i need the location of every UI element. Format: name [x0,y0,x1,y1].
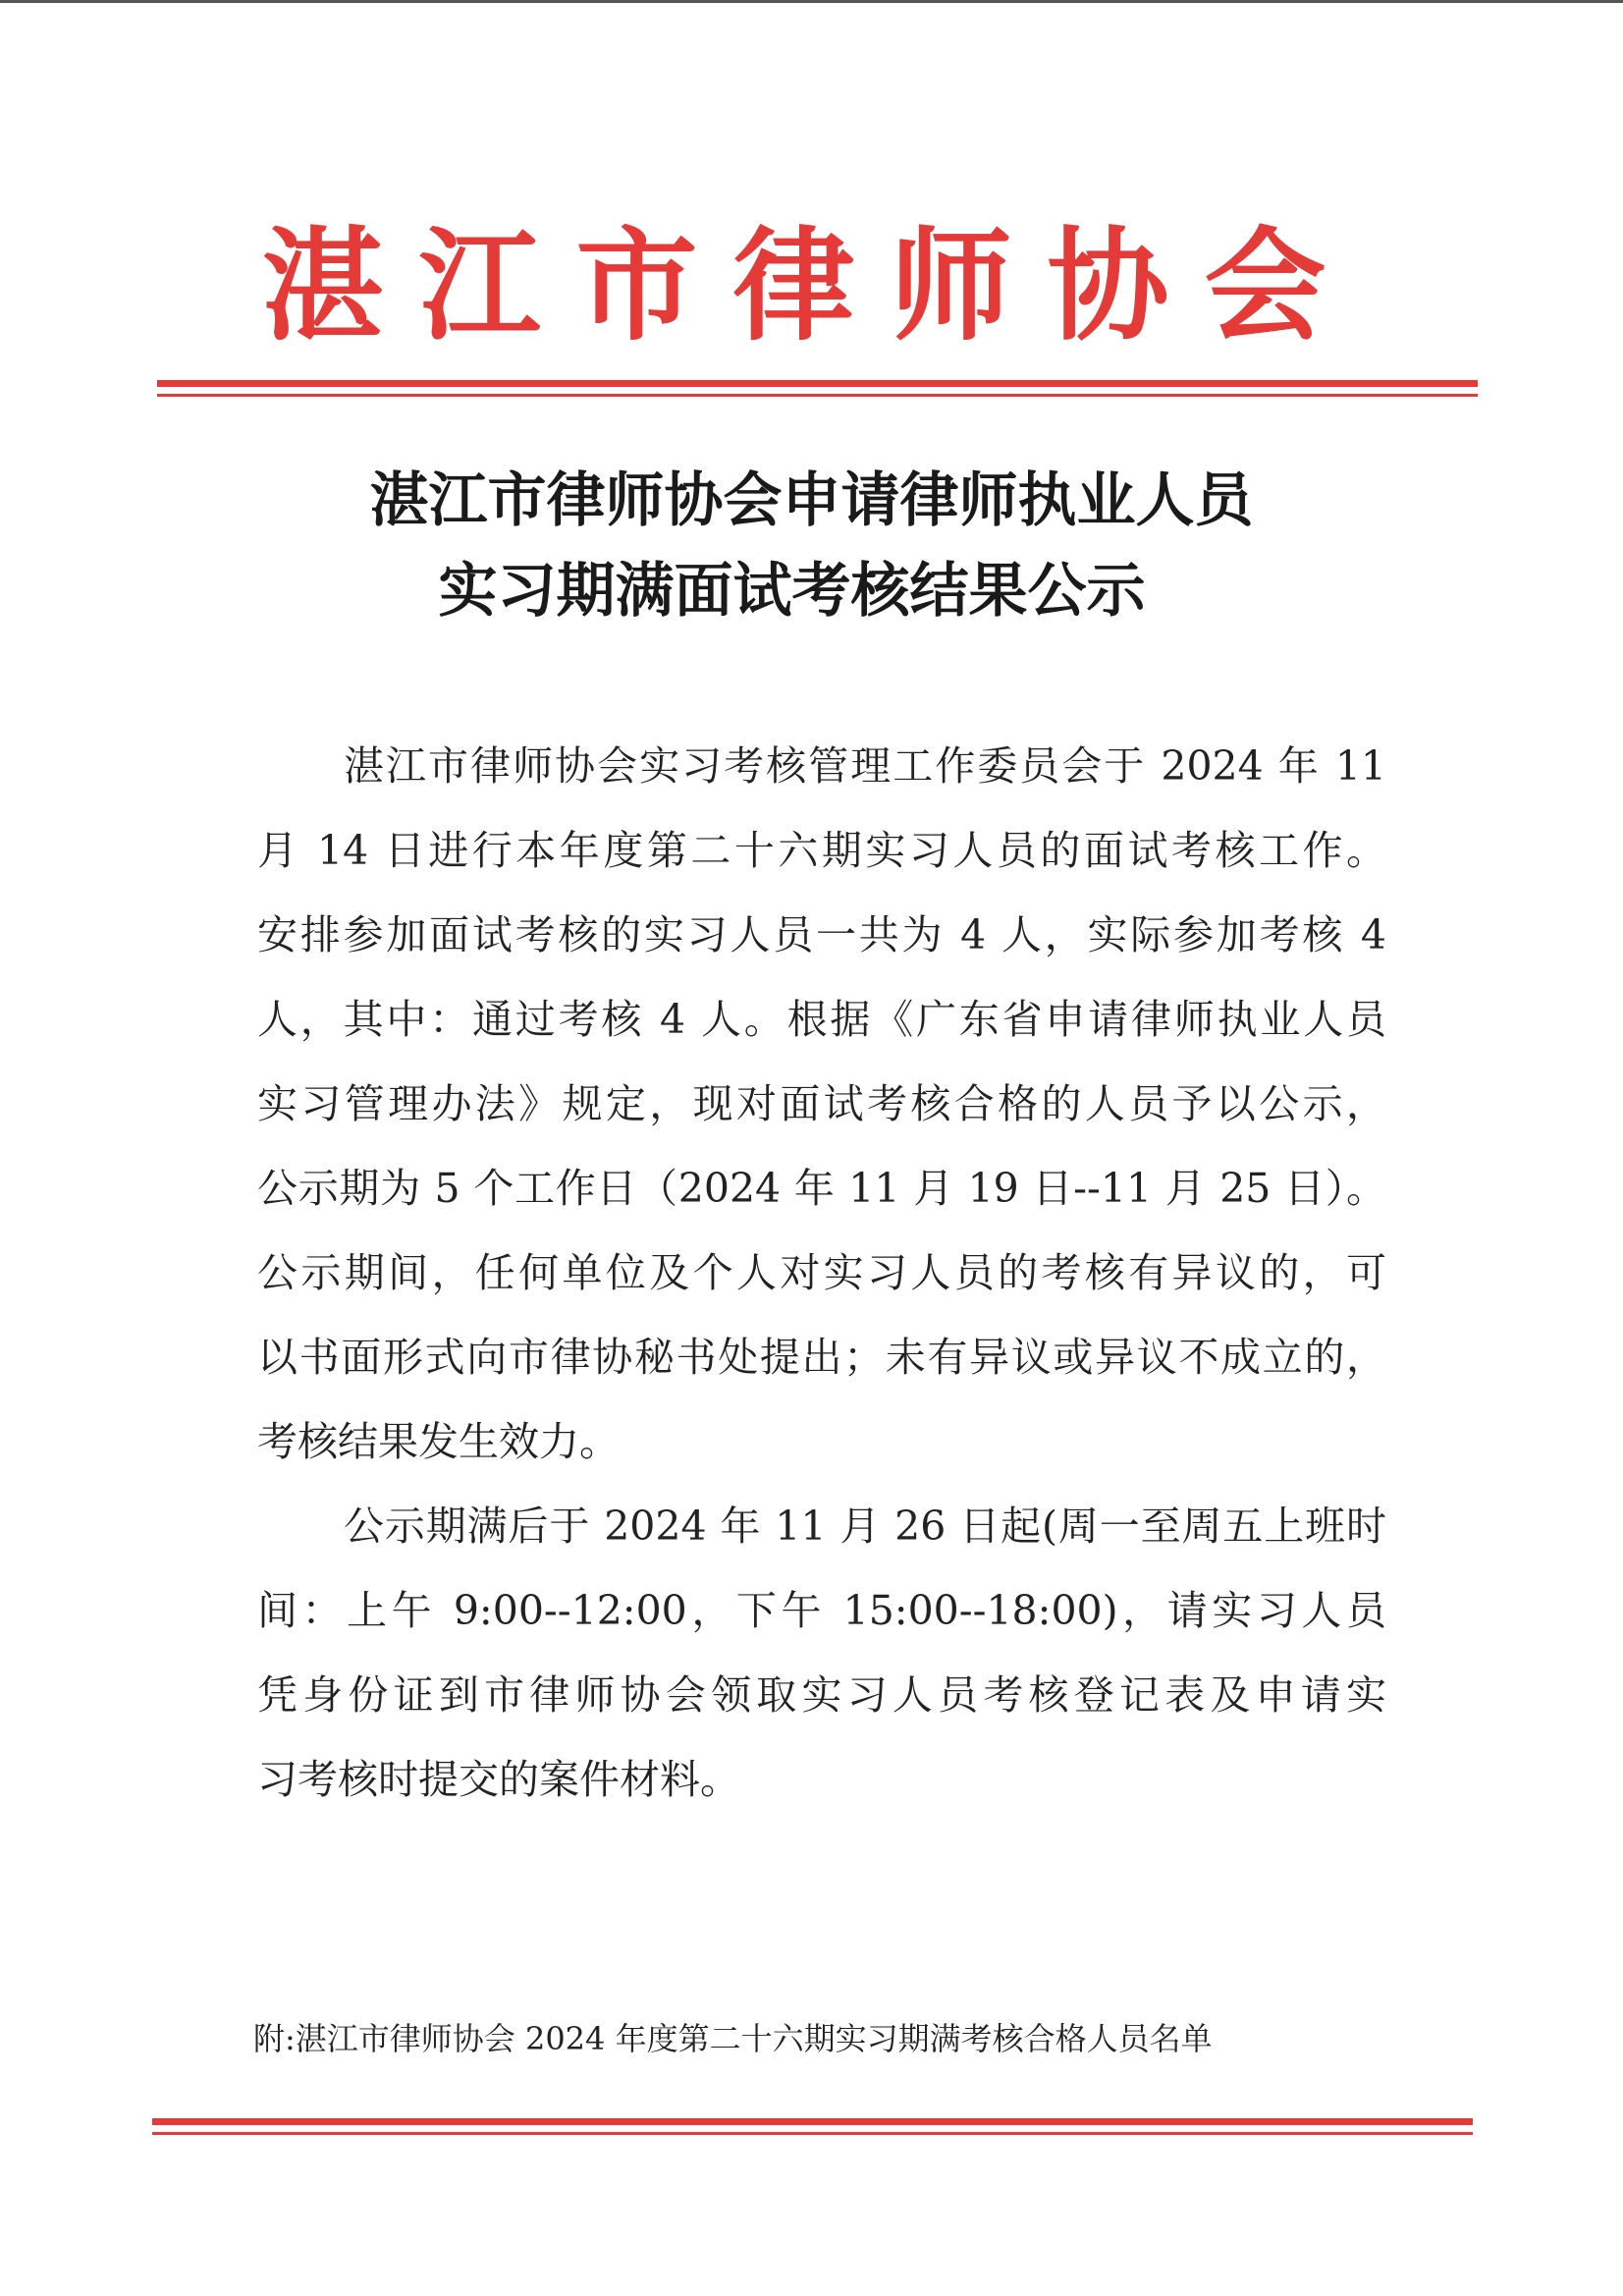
scan-top-edge [0,0,1623,3]
paragraph-line: 公示期满后于 2024 年 11 月 26 日起(周一至周五上班时 [344,1503,1386,1550]
letterhead-rule-thin [157,394,1478,397]
paragraph-line: 公示期间，任何单位及个人对实习人员的考核有异议的，可 [257,1249,1386,1296]
paragraph-line: 间：上午 9:00--12:00，下午 15:00--18:00)，请实习人员 [257,1587,1386,1634]
organization-letterhead: 湛江市律师协会 [261,216,1362,357]
footer-rule-thin [152,2132,1473,2135]
paragraph-line: 考核结果发生效力。 [257,1418,620,1465]
document-title-line-1: 湛江市律师协会申请律师执业人员 [369,466,1254,535]
paragraph-line: 习考核时提交的案件材料。 [257,1756,740,1803]
paragraph-line: 湛江市律师协会实习考核管理工作委员会于 2024 年 11 [344,742,1386,790]
paragraph-line: 凭身份证到市律师协会领取实习人员考核登记表及申请实 [257,1671,1386,1719]
paragraph-line: 安排参加面试考核的实习人员一共为 4 人，实际参加考核 4 [257,911,1386,958]
paragraph-line: 人，其中：通过考核 4 人。根据《广东省申请律师执业人员 [257,996,1386,1043]
attachment-note: 附:湛江市律师协会 2024 年度第二十六期实习期满考核合格人员名单 [253,2020,1213,2057]
footer-rule-thick [152,2118,1473,2125]
paragraph-line: 公示期为 5 个工作日（2024 年 11 月 19 日--11 月 25 日）。 [257,1165,1386,1212]
letterhead-rule-thick [157,380,1478,387]
document-title-line-2: 实习期满面试考核结果公示 [438,557,1146,626]
paragraph-line: 月 14 日进行本年度第二十六期实习人员的面试考核工作。 [257,827,1386,874]
paragraph-line: 以书面形式向市律协秘书处提出；未有异议或异议不成立的， [257,1334,1386,1381]
paragraph-line: 实习管理办法》规定，现对面试考核合格的人员予以公示， [257,1080,1386,1127]
